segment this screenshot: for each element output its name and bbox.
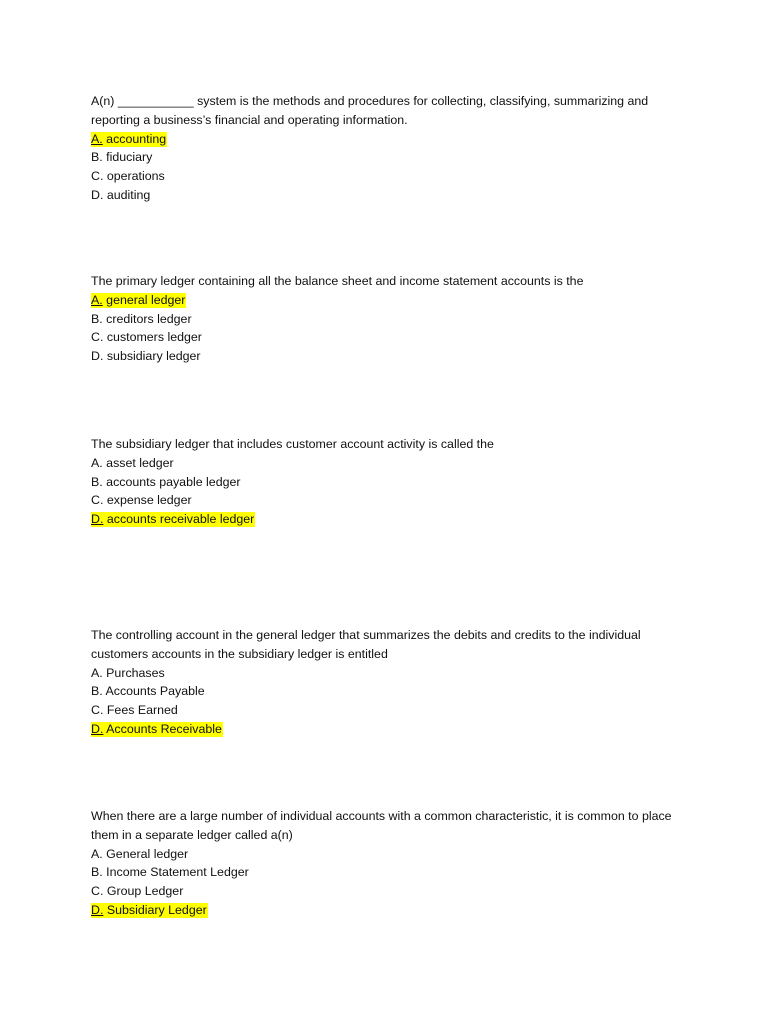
question-5-stem: When there are a large number of individual accounts with a common characteristic, it is common to place them in a separate ledger called a(n) [91,809,672,842]
question-1-option-c [91,167,681,186]
answer-highlight [91,293,186,308]
option-letter: D. [91,902,104,917]
option-letter: C. [91,703,104,718]
option-text: fiduciary [106,150,153,165]
option-letter: C. [91,330,104,345]
question-4-stem: The controlling account in the general ledger that summarizes the debits and credits to the individual customers accounts in the subsidiary ledger is entitled [91,628,641,661]
option-text: Income Statement Ledger [106,865,249,880]
answer-highlight [91,722,223,737]
question-3-option-b [91,473,681,492]
option-letter: C. [91,884,104,899]
option-text: subsidiary ledger [106,349,201,364]
option-letter: C. [91,493,104,508]
question-3-option-a [91,454,681,473]
question-2-option-a [91,291,681,310]
option-text: Purchases [106,665,165,680]
option-text: accounts receivable ledger [106,512,255,527]
option-text: general ledger [106,292,186,307]
option-letter: C. [91,169,104,184]
option-letter: A. [91,665,103,680]
question-2-option-c [91,328,681,347]
answer-highlight [91,132,167,147]
option-letter: B. [91,311,103,326]
question-4-option-d [91,720,681,739]
question-4-option-b [91,682,681,701]
option-letter: D. [91,721,104,736]
question-5-option-c [91,882,681,901]
option-text: Fees Earned [106,703,178,718]
option-text: asset ledger [106,455,174,470]
question-5-option-a [91,845,681,864]
question-1 [91,92,681,205]
option-text: customers ledger [106,330,202,345]
question-4 [91,626,681,739]
question-2-option-d [91,347,681,366]
question-3-option-d [91,510,681,529]
option-text: creditors ledger [106,311,192,326]
option-text: accounting [106,131,167,146]
option-letter: A. [91,292,103,307]
option-letter: B. [91,865,103,880]
question-4-option-c [91,701,681,720]
option-letter: A. [91,846,103,861]
option-letter: A. [91,455,103,470]
question-1-option-d [91,186,681,205]
question-5-option-b [91,863,681,882]
question-1-stem: A(n) ___________ system is the methods and procedures for collecting, classifying, summarizing and reporting a business’s financial and operating information. [91,94,649,127]
option-text: Accounts Receivable [106,721,222,736]
option-text: Accounts Payable [105,684,205,699]
question-2-stem: The primary ledger containing all the balance sheet and income statement accounts is the [91,274,584,288]
question-3 [91,435,681,529]
question-5-option-d [91,901,681,920]
question-2 [91,272,681,366]
question-5 [91,807,681,920]
question-1-option-b [91,148,681,167]
option-text: Group Ledger [106,884,184,899]
question-3-stem: The subsidiary ledger that includes customer account activity is called the [91,437,494,451]
answer-highlight [91,903,208,918]
option-text: expense ledger [106,493,192,508]
option-letter: A. [91,131,103,146]
option-text: General ledger [106,846,189,861]
option-letter: B. [91,684,103,699]
option-letter: B. [91,474,103,489]
question-2-option-b [91,310,681,329]
option-text: auditing [106,187,151,202]
question-1-option-a [91,130,681,149]
option-text: Subsidiary Ledger [106,902,207,917]
question-4-option-a [91,664,681,683]
option-text: accounts payable ledger [106,474,241,489]
option-letter: B. [91,150,103,165]
option-letter: D. [91,512,104,527]
option-text: operations [106,169,165,184]
question-3-option-c [91,491,681,510]
answer-highlight [91,512,255,527]
option-letter: D. [91,187,104,202]
option-letter: D. [91,349,104,364]
